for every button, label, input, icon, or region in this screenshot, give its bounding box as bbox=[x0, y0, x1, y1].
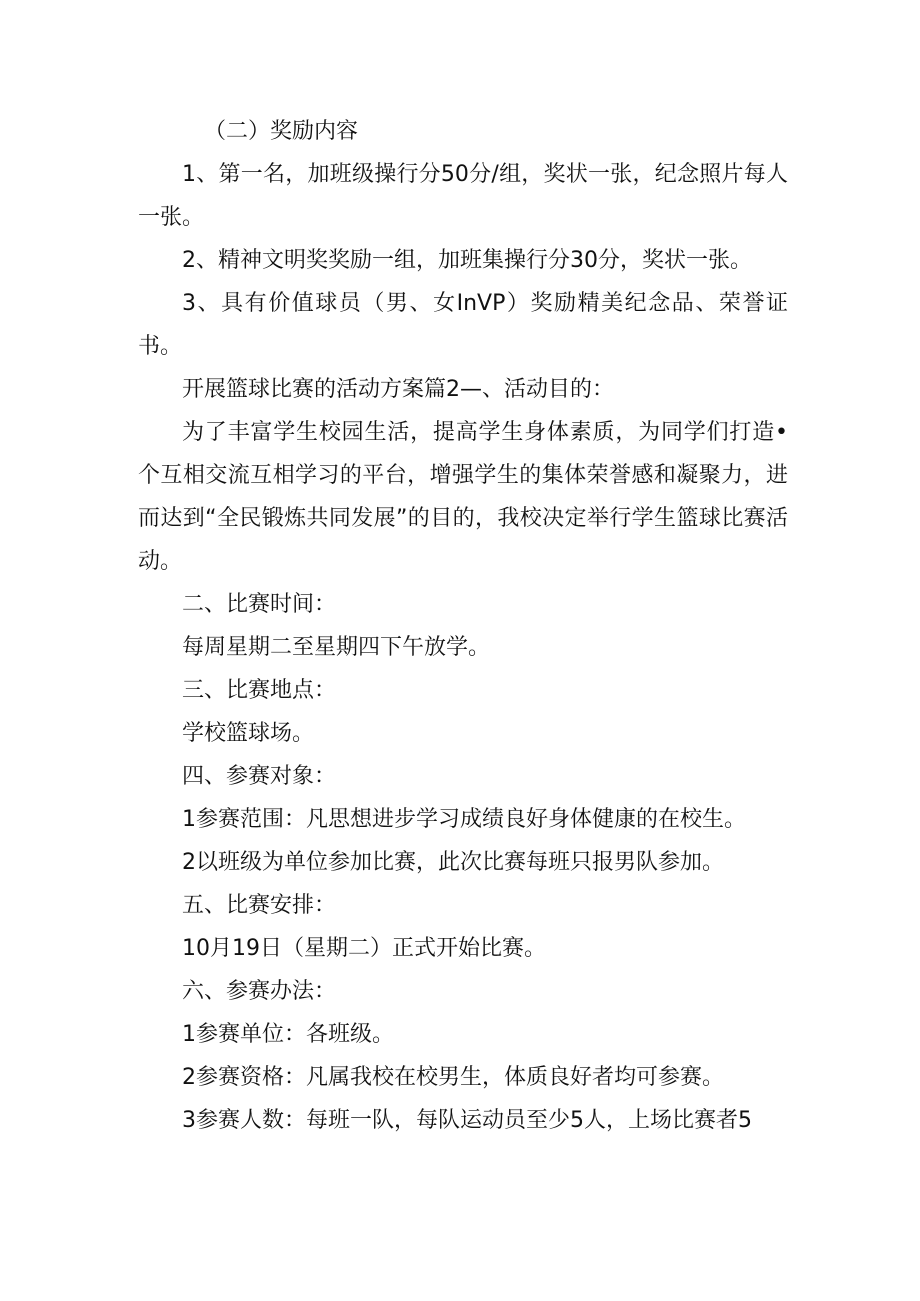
paragraph-competition-venue: 学校篮球场。 bbox=[182, 721, 315, 746]
paragraph-participating-units: 1参赛单位：各班级。 bbox=[182, 1022, 394, 1047]
paragraph-competition-time: 每周星期二至星期四下午放学。 bbox=[182, 635, 491, 660]
document-body bbox=[138, 110, 788, 1142]
heading-competition-schedule: 五、比赛安排： bbox=[182, 893, 337, 918]
paragraph-start-date: 10月19日（星期二）正式开始比赛。 bbox=[182, 936, 546, 961]
section-heading-reward-content: （二）奖励内容 bbox=[204, 119, 359, 144]
paragraph-team-size: 3参赛人数：每班一队，每队运动员至少5人，上场比赛者5 bbox=[182, 1108, 752, 1133]
paragraph-plan-2-title: 开展篮球比赛的活动方案篇2—、活动目的： bbox=[182, 377, 614, 402]
heading-participants: 四、参赛对象： bbox=[182, 764, 337, 789]
heading-participation-method: 六、参赛办法： bbox=[182, 979, 337, 1004]
paragraph-spirit-award: 2、精神文明奖奖励一组，加班集操行分30分，奖状一张。 bbox=[182, 248, 752, 273]
paragraph-participant-scope: 1参赛范围：凡思想进步学习成绩良好身体健康的在校生。 bbox=[182, 807, 746, 832]
paragraph-eligibility: 2参赛资格：凡属我校在校男生，体质良好者均可参赛。 bbox=[182, 1065, 724, 1090]
heading-competition-time: 二、比赛时间： bbox=[182, 592, 337, 617]
paragraph-activity-purpose: 为了丰富学生校园生活，提高学生身体素质，为同学们打造•个互相交流互相学习的平台，增强学生的集体荣誉感和凝聚力，进而达到“全民锻炼共同发展”的目的，我校决定举行学生篮球比赛活动。 bbox=[138, 420, 788, 574]
paragraph-participant-unit: 2以班级为单位参加比赛，此次比赛每班只报男队参加。 bbox=[182, 850, 724, 875]
heading-competition-venue: 三、比赛地点： bbox=[182, 678, 337, 703]
paragraph-first-place-reward: 1、第一名，加班级操行分50分/组，奖状一张，纪念照片每人一张。 bbox=[138, 162, 788, 230]
paragraph-mvp-award: 3、具有价值球员（男、女InVP）奖励精美纪念品、荣誉证书。 bbox=[138, 291, 788, 359]
